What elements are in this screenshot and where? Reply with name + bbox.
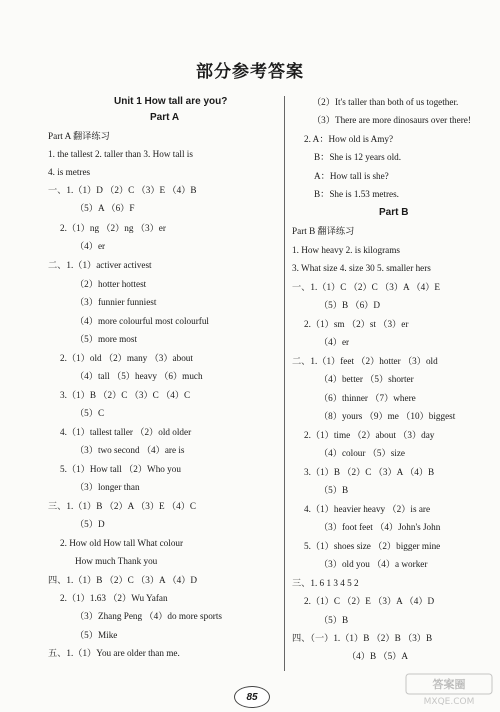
answer-line: 三、1.（1）B （2）A （3）E （4）C	[48, 501, 197, 511]
answer-line: How much Thank you	[75, 556, 158, 566]
answer-line: （3）two second （4）are is	[75, 445, 185, 455]
answer-line: 4.（1）tallest taller （2）old older	[60, 427, 192, 437]
answer-line: 2.（1）C （2）E （3）A （4）D	[304, 596, 435, 606]
answer-line: Unit 1 How tall are you?	[114, 96, 228, 107]
answer-line: （8）yours （9）me （10）biggest	[319, 411, 456, 421]
answer-line: （3）funnier funniest	[75, 297, 157, 307]
answer-line: （3）foot feet （4）John's John	[319, 522, 441, 532]
answer-line: Part A	[150, 112, 180, 123]
answer-line: 2.（1）old （2）many （3）about	[60, 353, 193, 363]
answer-line: （5）B （6）D	[319, 300, 380, 310]
answer-line: 1. How heavy 2. is kilograms	[292, 245, 400, 255]
svg-text:答案圈: 答案圈	[432, 678, 466, 691]
answer-line: 三、1. 6 1 3 4 5 2	[292, 578, 359, 588]
watermark-logo	[404, 672, 494, 708]
answer-line: （3）longer than	[75, 482, 140, 492]
answer-line: Part B 翻译练习	[292, 226, 355, 236]
answer-line: 5.（1）shoes size （2）bigger mine	[304, 541, 441, 551]
answer-line: （4）B （5）A	[347, 651, 408, 661]
answer-line: （5）A （6）F	[75, 203, 135, 213]
answer-line: （4）colour （5）size	[319, 448, 405, 458]
answer-line: 3.（1）B （2）C （3）A （4）B	[304, 467, 435, 477]
answer-line: B：She is 12 years old.	[314, 152, 402, 162]
answer-line: （4）better （5）shorter	[319, 374, 414, 384]
answer-line: （4）er	[319, 337, 350, 347]
answer-line: 2.（1）sm （2）st （3）er	[304, 319, 409, 329]
answer-line: 2.（1）ng （2）ng （3）er	[60, 223, 166, 233]
answer-line: 二、1.（1）feet （2）hotter （3）old	[292, 356, 438, 366]
answer-line: 5.（1）How tall （2）Who you	[60, 464, 181, 474]
answer-line: B：She is 1.53 metres.	[314, 189, 399, 199]
answer-line: （5）B	[319, 485, 349, 495]
answer-line: （5）C	[75, 408, 105, 418]
answer-line: （4）more colourful most colourful	[75, 316, 209, 326]
answer-line: （3）There are more dinosaurs over there!	[312, 115, 471, 125]
page-title: 部分参考答案	[196, 62, 304, 82]
answer-line: 3.（1）B （2）C （3）C （4）C	[60, 390, 191, 400]
watermark-text: MXQE.COM	[423, 697, 475, 707]
answer-line: Part A 翻译练习	[48, 131, 110, 141]
answer-line: （2）It's taller than both of us together.	[312, 97, 459, 107]
answer-line: Part B	[379, 207, 409, 218]
answer-line: （6）thinner （7）where	[319, 393, 416, 403]
answer-line: 一、1.（1）D （2）C （3）E （4）B	[48, 185, 197, 195]
answer-line: 2. How old How tall What colour	[60, 538, 184, 548]
answer-line: 3. What size 4. size 30 5. smaller hers	[292, 263, 431, 273]
page-number: 85	[246, 691, 258, 703]
page-number-badge	[234, 686, 270, 708]
answer-line: （2）hotter hottest	[75, 279, 147, 289]
answer-line: 五、1.（1）You are older than me.	[48, 648, 180, 658]
answer-line: （3）Zhang Peng （4）do more sports	[75, 611, 222, 621]
answer-line: 1. the tallest 2. taller than 3. How tall is	[48, 149, 193, 159]
answer-line: 四、（一）1.（1）B （2）B （3）B	[292, 633, 433, 643]
answer-line: （5）more most	[75, 334, 138, 344]
answer-line: 2. A：How old is Amy?	[304, 134, 394, 144]
answer-line: （4）er	[75, 241, 106, 251]
answer-line: （3）old you （4）a worker	[319, 559, 428, 569]
answer-line: 一、1.（1）C （2）C （3）A （4）E	[292, 282, 441, 292]
answer-line: 2.（1）time （2）about （3）day	[304, 430, 435, 440]
answer-line: （4）tall （5）heavy （6）much	[75, 371, 203, 381]
answer-line: 二、1.（1）activer activest	[48, 260, 152, 270]
answer-line: （5）Mike	[75, 630, 118, 640]
answer-line: （5）D	[75, 519, 105, 529]
answer-line: 4.（1）heavier heavy （2）is are	[304, 504, 431, 514]
answer-line: A：How tall is she?	[314, 171, 389, 181]
answer-line: 2.（1）1.63 （2）Wu Yafan	[60, 593, 168, 603]
answer-line: 四、1.（1）B （2）C （3）A （4）D	[48, 575, 198, 585]
answer-line: （5）B	[319, 615, 349, 625]
answer-line: 4. is metres	[48, 167, 91, 177]
column-divider	[284, 96, 285, 671]
